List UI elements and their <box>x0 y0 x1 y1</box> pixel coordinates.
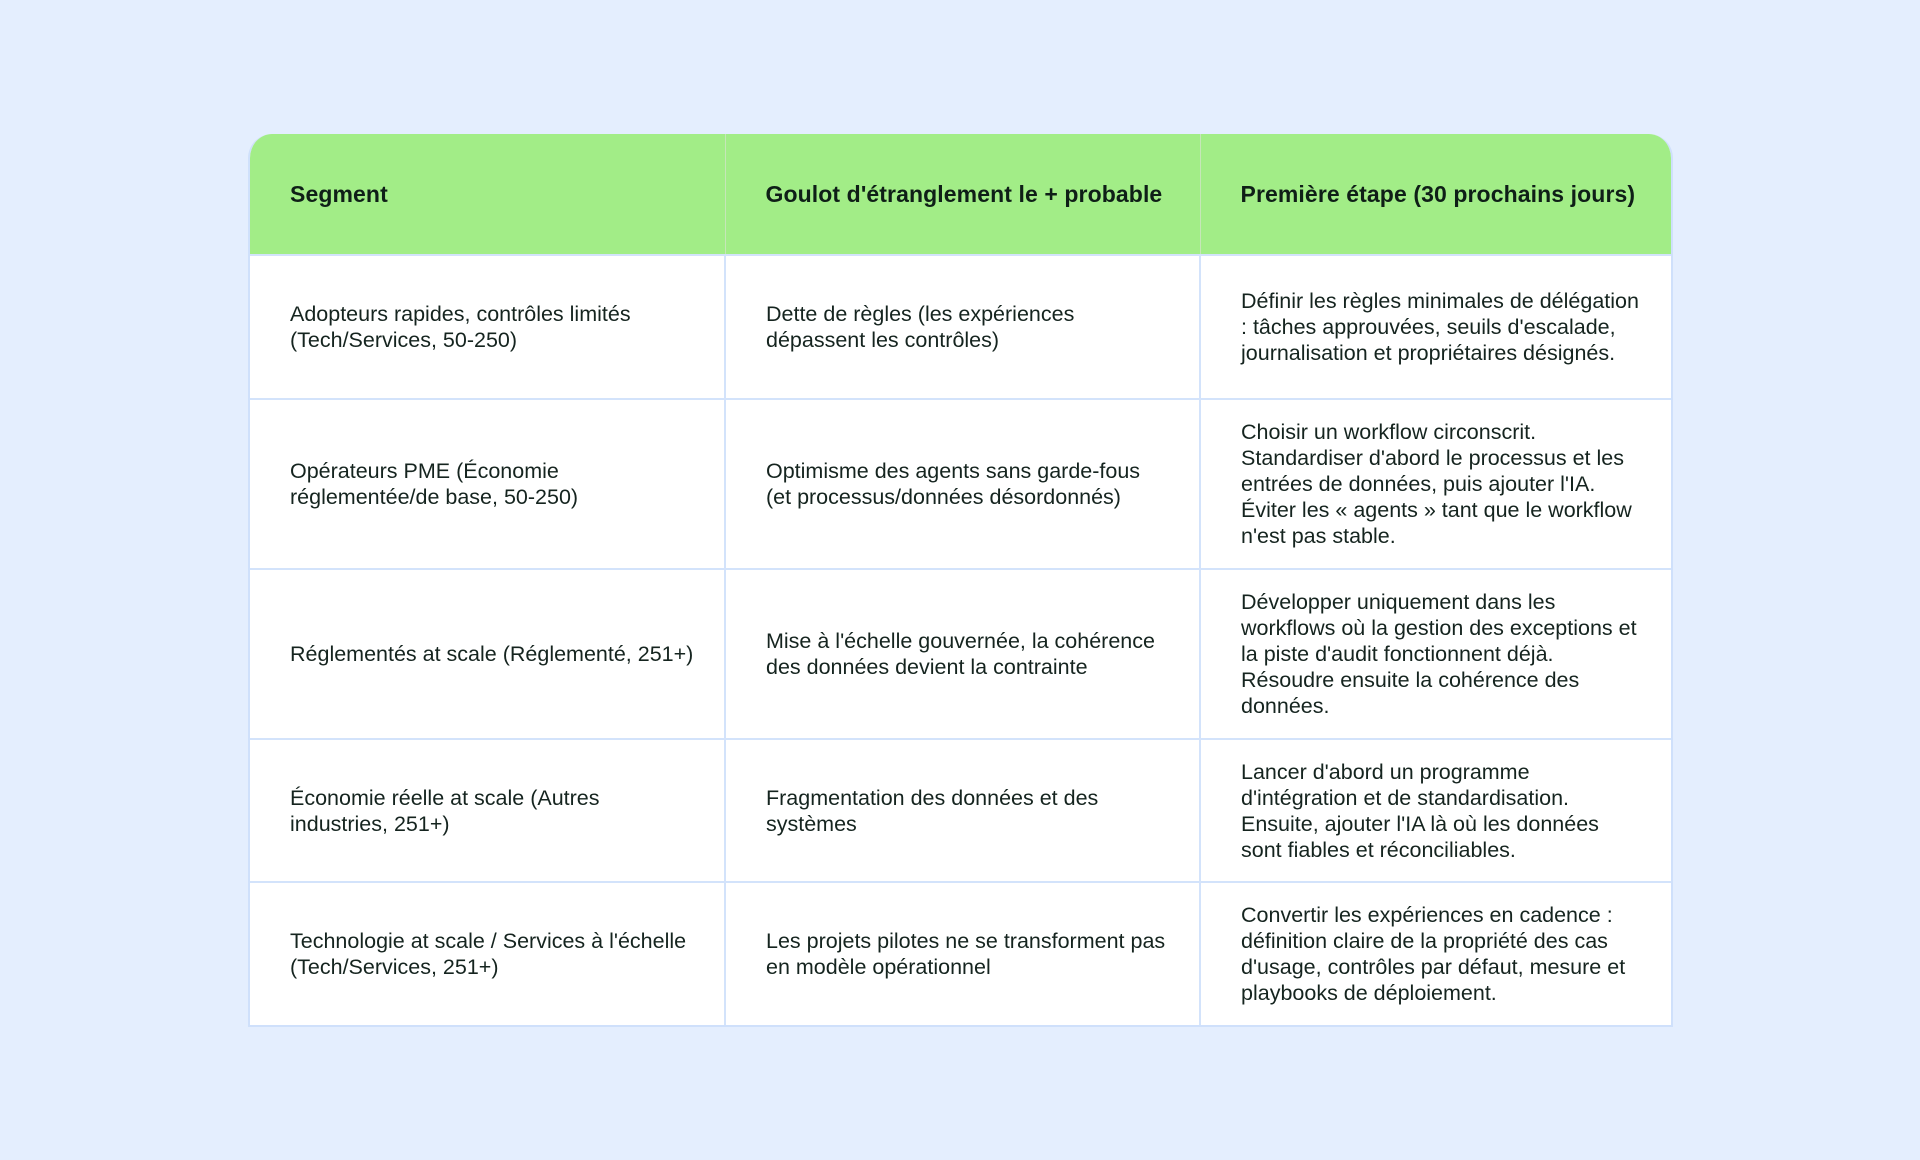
table-row <box>250 882 1671 1025</box>
cell-bottleneck: Fragmentation des données et des systèmes <box>725 739 1200 882</box>
cell-bottleneck: Mise à l'échelle gouvernée, la cohérence des données devient la contrainte <box>725 569 1200 739</box>
cell-first-step: Développer uniquement dans les workflows où la gestion des exceptions et la piste d'audit fonctionnent déjà. Résoudre ensuite la cohérence des données. <box>1200 569 1671 739</box>
segment-bottleneck-table <box>250 134 1671 1025</box>
cell-bottleneck: Les projets pilotes ne se transforment pas en modèle opérationnel <box>725 882 1200 1025</box>
table-row <box>250 739 1671 882</box>
header-bottleneck: Goulot d'étranglement le + probable <box>725 134 1200 255</box>
cell-segment: Technologie at scale / Services à l'échelle (Tech/Services, 251+) <box>250 882 725 1025</box>
cell-segment: Réglementés at scale (Réglementé, 251+) <box>250 569 725 739</box>
cell-first-step: Lancer d'abord un programme d'intégration et de standardisation. Ensuite, ajouter l'IA là où les données sont fiables et réconciliables. <box>1200 739 1671 882</box>
table-body <box>250 255 1671 1025</box>
cell-bottleneck: Optimisme des agents sans garde-fous (et processus/données désordonnés) <box>725 399 1200 569</box>
cell-first-step: Choisir un workflow circonscrit. Standardiser d'abord le processus et les entrées de données, puis ajouter l'IA. Éviter les « agents » tant que le workflow n'est pas stable. <box>1200 399 1671 569</box>
cell-first-step: Définir les règles minimales de délégation : tâches approuvées, seuils d'escalade, journalisation et propriétaires désignés. <box>1200 255 1671 399</box>
cell-segment: Économie réelle at scale (Autres industries, 251+) <box>250 739 725 882</box>
table-header <box>250 134 1671 255</box>
cell-bottleneck: Dette de règles (les expériences dépassent les contrôles) <box>725 255 1200 399</box>
table-row <box>250 399 1671 569</box>
segment-table <box>248 134 1673 1027</box>
header-first-step: Première étape (30 prochains jours) <box>1200 134 1671 255</box>
cell-segment: Opérateurs PME (Économie réglementée/de base, 50-250) <box>250 399 725 569</box>
cell-segment: Adopteurs rapides, contrôles limités (Tech/Services, 50-250) <box>250 255 725 399</box>
cell-first-step: Convertir les expériences en cadence : définition claire de la propriété des cas d'usage, contrôles par défaut, mesure et playbooks de déploiement. <box>1200 882 1671 1025</box>
table-row <box>250 255 1671 399</box>
header-segment: Segment <box>250 134 725 255</box>
table-row <box>250 569 1671 739</box>
header-row <box>250 134 1671 255</box>
